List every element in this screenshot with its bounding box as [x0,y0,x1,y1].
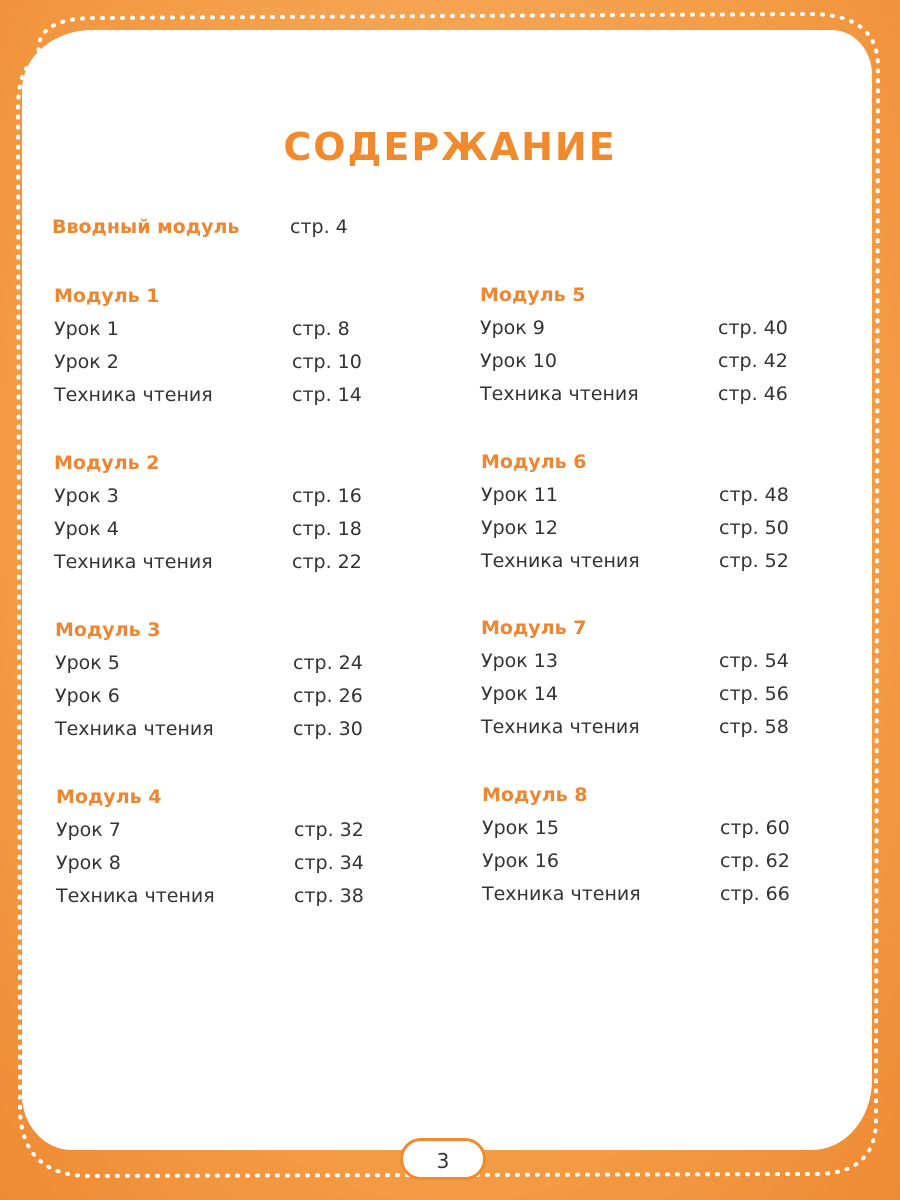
entry-label: Урок 4 [54,518,119,540]
entry-label: Урок 13 [481,650,558,672]
entry-label: Урок 14 [481,683,558,705]
toc-entry [56,819,416,849]
toc-entry [55,652,415,682]
page-title: СОДЕРЖАНИЕ [283,125,617,169]
entry-page: стр. 24 [293,652,363,674]
entry-page: стр. 18 [292,518,362,540]
entry-page: стр. 30 [293,718,363,740]
module-heading: Модуль 1 [54,285,160,307]
entry-label: Урок 15 [482,817,559,839]
entry-label: Техника чтения [54,384,213,406]
toc-entry [55,718,415,748]
module-heading: Модуль 7 [481,617,587,639]
entry-page: стр. 66 [720,883,790,905]
entry-label: Урок 5 [55,652,120,674]
entry-page: стр. 14 [292,384,362,406]
entry-page: стр. 16 [292,485,362,507]
entry-page: стр. 52 [719,550,789,572]
module-heading: Модуль 4 [56,786,162,808]
page-number-badge [400,1138,486,1180]
entry-page: стр. 58 [719,716,789,738]
toc-entry [482,817,842,847]
module-heading: Модуль 8 [482,784,588,806]
entry-page: стр. 60 [720,817,790,839]
module-heading: Модуль 6 [481,451,587,473]
toc-entry [482,850,842,880]
entry-label: Урок 16 [482,850,559,872]
entry-page: стр. 56 [719,683,789,705]
toc-entry [480,317,840,347]
entry-label: Урок 10 [480,350,557,372]
toc-entry [56,885,416,915]
toc-entry [54,384,414,414]
entry-label: Техника чтения [481,716,640,738]
toc-entry [54,351,414,381]
entry-page: стр. 40 [718,317,788,339]
entry-page: стр. 34 [294,852,364,874]
entry-label: Урок 3 [54,485,119,507]
entry-page: стр. 38 [294,885,364,907]
entry-label: Техника чтения [480,383,639,405]
entry-label: Техника чтения [54,551,213,573]
toc-entry [54,551,414,581]
toc-entry [480,383,840,413]
module-heading: Модуль 2 [54,452,160,474]
entry-label: Урок 6 [55,685,120,707]
toc-entry [54,518,414,548]
entry-page: стр. 48 [719,484,789,506]
entry-page: стр. 26 [293,685,363,707]
module-heading: Модуль 3 [55,619,161,641]
entry-label: Техника чтения [56,885,215,907]
entry-label: Урок 2 [54,351,119,373]
intro-module-name: Вводный модуль [52,216,240,238]
entry-page: стр. 8 [292,318,350,340]
entry-label: Урок 8 [56,852,121,874]
entry-page: стр. 22 [292,551,362,573]
module-heading: Модуль 5 [480,284,586,306]
entry-page: стр. 62 [720,850,790,872]
entry-label: Урок 7 [56,819,121,841]
entry-label: Урок 12 [481,517,558,539]
toc-entry [482,883,842,913]
intro-module-page: стр. 4 [290,216,348,238]
toc-entry [480,350,840,380]
toc-entry [481,683,841,713]
toc-entry [56,852,416,882]
entry-page: стр. 42 [718,350,788,372]
toc-entry [54,485,414,515]
entry-page: стр. 10 [292,351,362,373]
toc-entry [481,650,841,680]
entry-page: стр. 46 [718,383,788,405]
entry-page: стр. 54 [719,650,789,672]
toc-entry [54,318,414,348]
intro-module [52,216,452,246]
entry-page: стр. 50 [719,517,789,539]
toc-entry [481,716,841,746]
entry-label: Урок 9 [480,317,545,339]
page-number: 3 [436,1149,450,1173]
toc-entry [481,550,841,580]
entry-page: стр. 32 [294,819,364,841]
entry-label: Техника чтения [482,883,641,905]
toc-entry [481,484,841,514]
entry-label: Урок 11 [481,484,558,506]
toc-entry [481,517,841,547]
entry-label: Урок 1 [54,318,119,340]
entry-label: Техника чтения [481,550,640,572]
content-sheet [22,30,872,1150]
toc-entry [55,685,415,715]
entry-label: Техника чтения [55,718,214,740]
